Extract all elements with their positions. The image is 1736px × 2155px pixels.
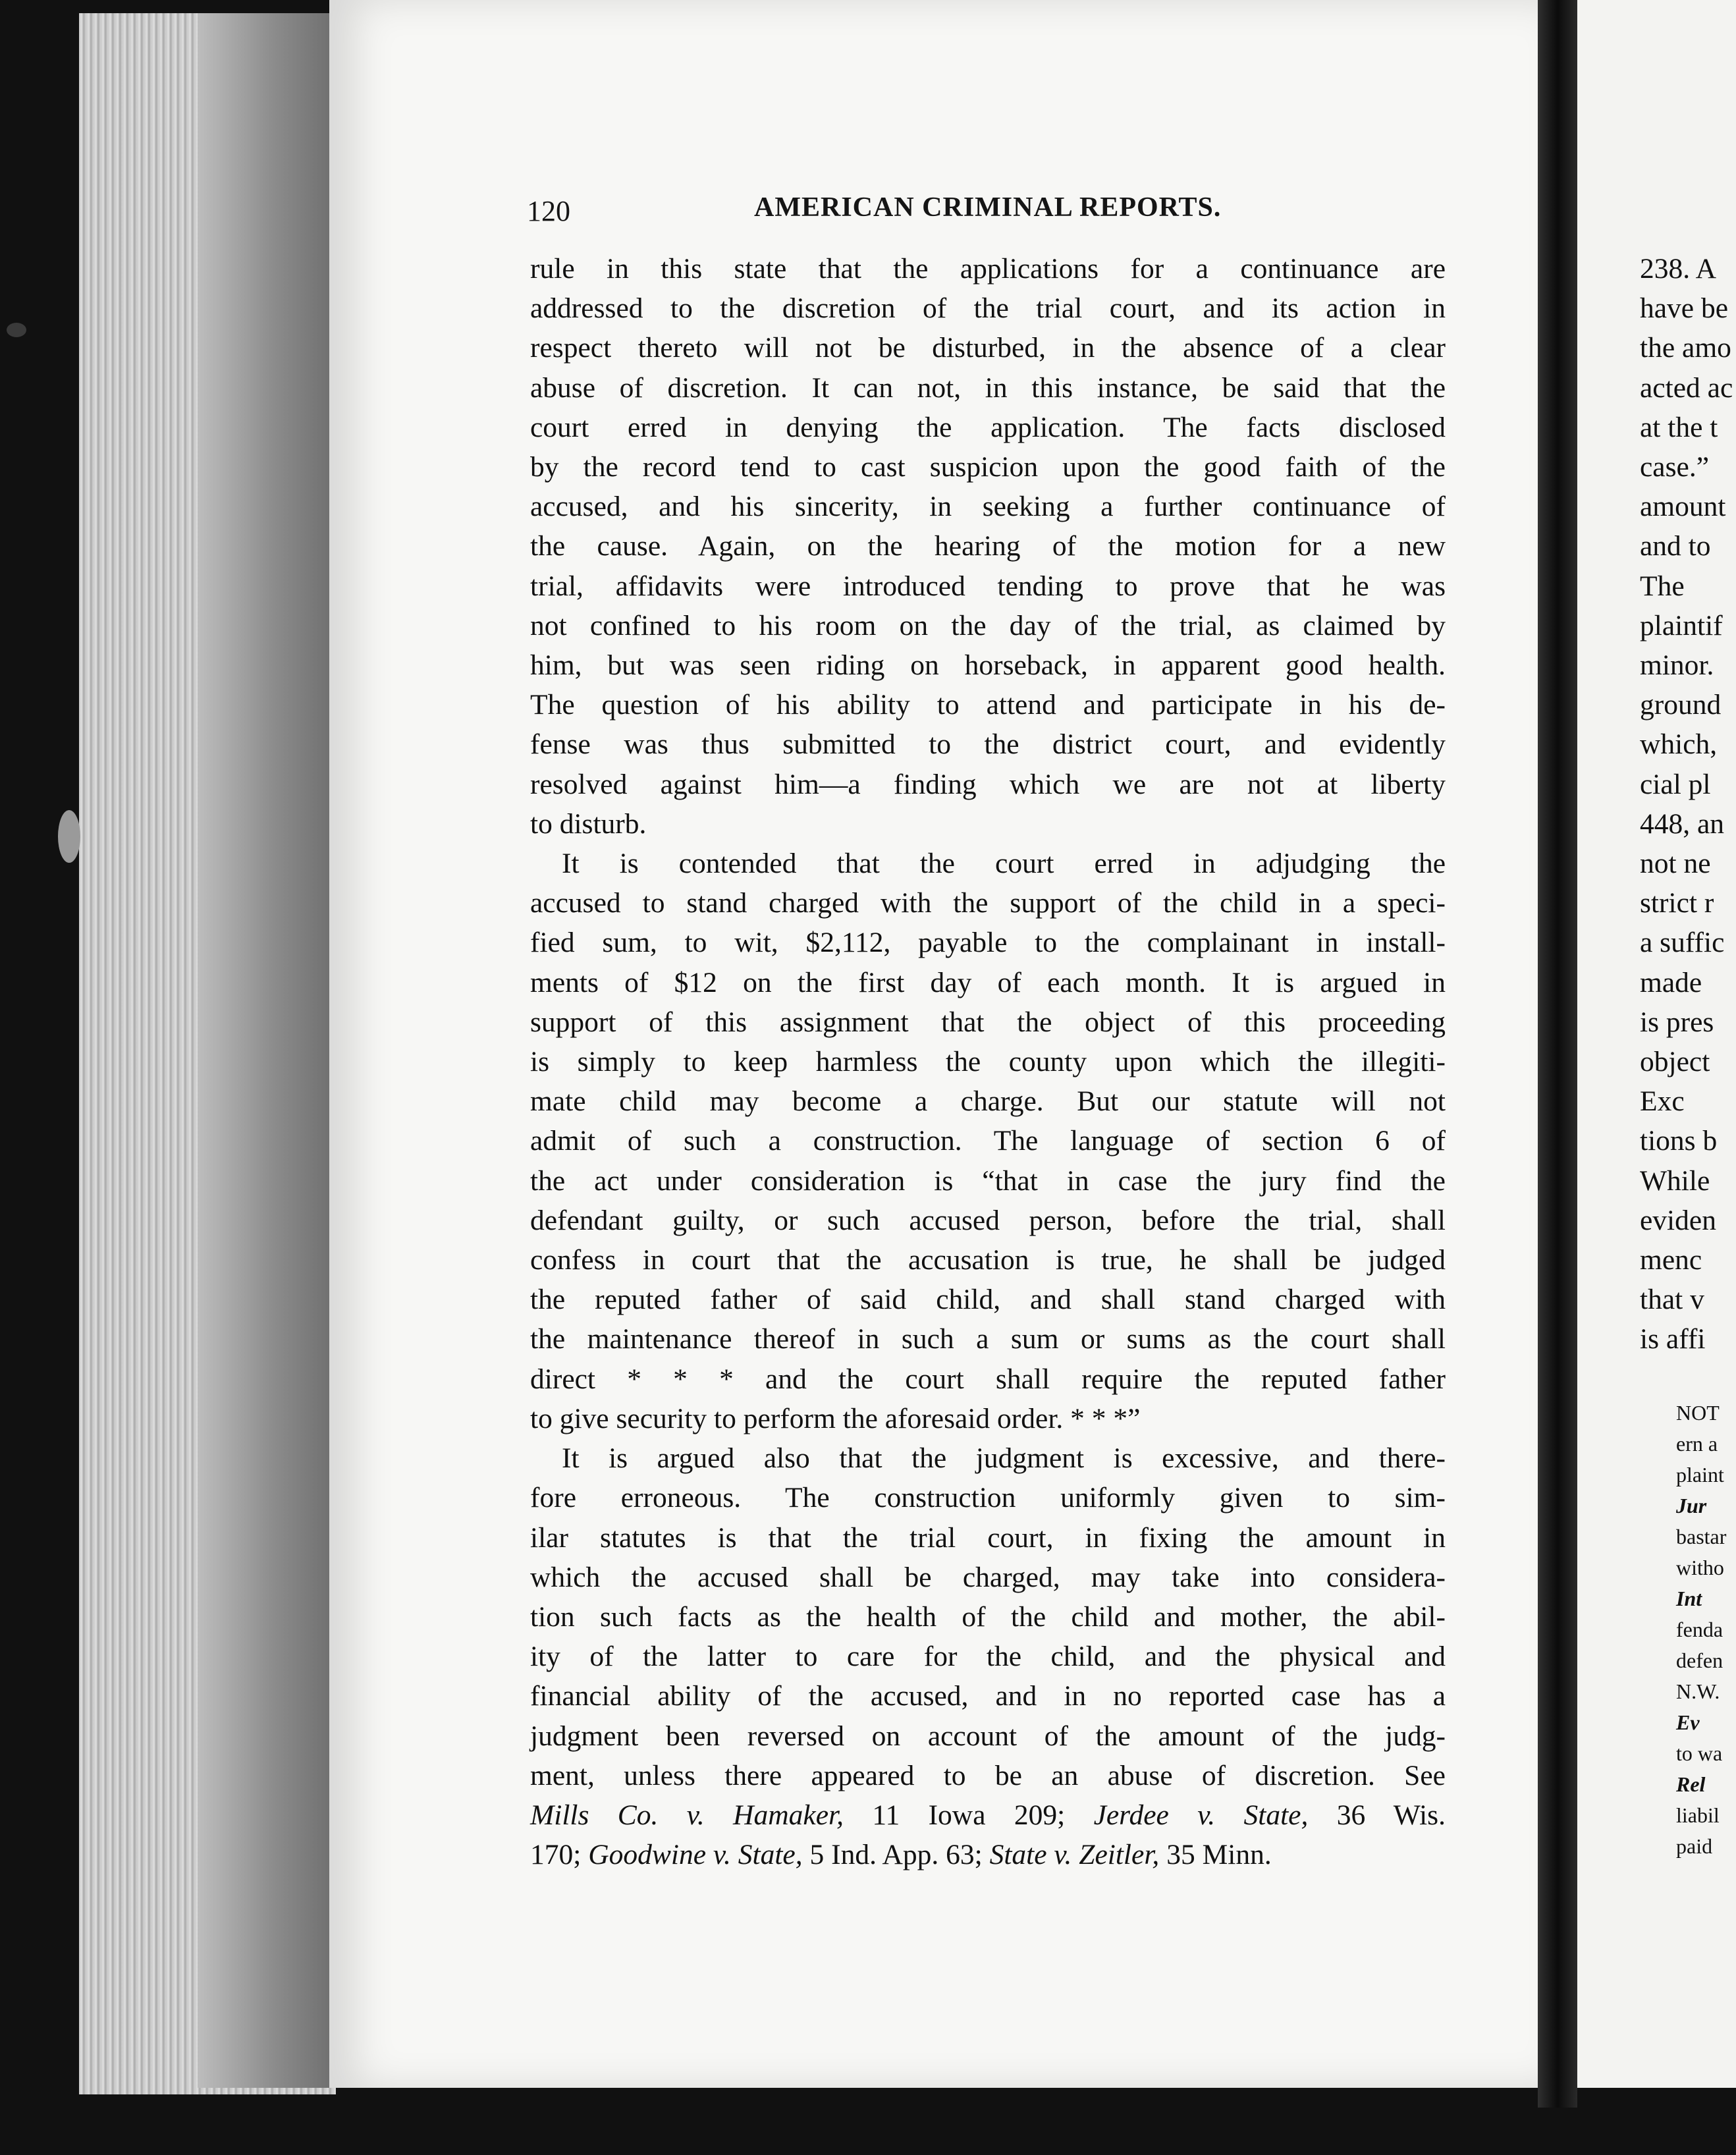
right-page-line: menc bbox=[1640, 1244, 1702, 1276]
right-page-line: 448, an bbox=[1640, 807, 1725, 840]
scan-speck bbox=[7, 323, 26, 337]
right-page-note-line: paid bbox=[1676, 1834, 1713, 1858]
right-page-note-line: Int bbox=[1676, 1587, 1702, 1610]
right-page-line: ground bbox=[1640, 689, 1722, 721]
scan-speck bbox=[58, 810, 80, 863]
right-page-line: amount bbox=[1640, 491, 1726, 523]
page-number: 120 bbox=[527, 195, 570, 227]
right-page-notes bbox=[1676, 1398, 1736, 1862]
right-page-line: which, bbox=[1640, 728, 1718, 761]
right-page-line: is pres bbox=[1640, 1006, 1714, 1038]
text-line: fore erroneous. The construction uniformly given to sim- bbox=[530, 1482, 1446, 1514]
right-page-line: the amo bbox=[1640, 332, 1731, 364]
right-page-line: made bbox=[1640, 966, 1702, 998]
right-page-line: at the t bbox=[1640, 411, 1718, 443]
gutter-shadow bbox=[198, 13, 336, 2088]
right-page-line: The bbox=[1640, 570, 1685, 602]
right-page-note-line: fenda bbox=[1676, 1618, 1723, 1641]
citation-reference: 5 Ind. App. 63; bbox=[802, 1839, 990, 1871]
right-page-note-line: liabil bbox=[1676, 1803, 1720, 1827]
right-page-line: have be bbox=[1640, 292, 1729, 325]
text-line: support of this assignment that the object of this proceeding bbox=[530, 1006, 1446, 1038]
text-line: accused, and his sincerity, in seeking a further continuance of bbox=[530, 491, 1446, 523]
right-page-note-line: Jur bbox=[1676, 1494, 1707, 1517]
text-line: direct * * * and the court shall require the reputed father bbox=[530, 1363, 1446, 1395]
citation-line bbox=[530, 1795, 1446, 1835]
right-page-line: strict r bbox=[1640, 887, 1714, 919]
text-line: ments of $12 on the first day of each month. It is argued in bbox=[530, 966, 1446, 998]
right-page-line: case.” bbox=[1640, 451, 1710, 483]
right-page-line: is affi bbox=[1640, 1323, 1706, 1355]
right-page-note-line: Rel bbox=[1676, 1772, 1706, 1796]
right-page-text bbox=[1640, 249, 1736, 1359]
right-page-line: 238. A bbox=[1640, 253, 1717, 285]
text-line: ity of the latter to care for the child, and the physical and bbox=[530, 1641, 1446, 1673]
text-line: to give security to perform the aforesaid order. * * *” bbox=[530, 1402, 1141, 1434]
text-line: the maintenance thereof in such a sum or sums as the court shall bbox=[530, 1323, 1446, 1355]
text-line: abuse of discretion. It can not, in this instance, be said that the bbox=[530, 371, 1446, 404]
case-citation: Goodwine v. State, bbox=[588, 1839, 803, 1871]
text-line: confess in court that the accusation is true, he shall be judged bbox=[530, 1244, 1446, 1276]
text-line: resolved against him—a finding which we are not at liberty bbox=[530, 768, 1446, 800]
text-line: him, but was seen riding on horseback, in apparent good health. bbox=[530, 649, 1446, 682]
right-page-line: plaintif bbox=[1640, 609, 1723, 641]
citation-reference: 170; bbox=[530, 1839, 589, 1871]
right-page-note-line: N.W. bbox=[1676, 1679, 1720, 1703]
page-header bbox=[527, 188, 1442, 234]
text-line: the cause. Again, on the hearing of the motion for a new bbox=[530, 530, 1446, 562]
text-line: admit of such a construction. The language of section 6 of bbox=[530, 1125, 1446, 1157]
right-page-line: acted ac bbox=[1640, 371, 1733, 404]
right-page-line: eviden bbox=[1640, 1204, 1716, 1236]
text-line: judgment been reversed on account of the amount of the judg- bbox=[530, 1720, 1446, 1752]
case-citation: Mills Co. v. Hamaker, bbox=[530, 1799, 844, 1831]
citation-reference: 35 Minn. bbox=[1159, 1839, 1272, 1871]
case-citation: Jerdee v. State, bbox=[1093, 1799, 1309, 1831]
text-line: by the record tend to cast suspicion upon the good faith of the bbox=[530, 451, 1446, 483]
text-line: tion such facts as the health of the child and mother, the abil- bbox=[530, 1600, 1446, 1633]
text-line: to disturb. bbox=[530, 807, 647, 840]
main-text-column bbox=[530, 249, 1446, 1874]
text-line: addressed to the discretion of the trial court, and its action in bbox=[530, 292, 1446, 325]
text-line: fied sum, to wit, $2,112, payable to the complainant in install- bbox=[530, 927, 1446, 959]
text-line: mate child may become a charge. But our statute will not bbox=[530, 1085, 1446, 1118]
text-line: which the accused shall be charged, may take into considera- bbox=[530, 1561, 1446, 1593]
text-line: rule in this state that the applications for a continuance are bbox=[530, 253, 1446, 285]
right-page-note-line: to wa bbox=[1676, 1741, 1723, 1765]
book-spine bbox=[1538, 0, 1577, 2108]
text-line: It is contended that the court erred in adjudging the bbox=[562, 848, 1446, 880]
text-line: is simply to keep harmless the county upon which the illegiti- bbox=[530, 1046, 1446, 1078]
text-line: trial, affidavits were introduced tending to prove that he was bbox=[530, 570, 1446, 602]
running-head: AMERICAN CRIMINAL REPORTS. bbox=[754, 192, 1222, 223]
text-line: the reputed father of said child, and shall stand charged with bbox=[530, 1284, 1446, 1316]
text-line: respect thereto will not be disturbed, in the absence of a clear bbox=[530, 332, 1446, 364]
right-page-line: tions b bbox=[1640, 1125, 1718, 1157]
right-page-line: not ne bbox=[1640, 848, 1711, 880]
right-page-line: minor. bbox=[1640, 649, 1714, 682]
text-line: It is argued also that the judgment is excessive, and there- bbox=[562, 1442, 1446, 1475]
right-page-line: cial pl bbox=[1640, 768, 1711, 800]
right-page-line: a suffic bbox=[1640, 927, 1725, 959]
text-line: ment, unless there appeared to be an abuse of discretion. See bbox=[530, 1759, 1446, 1791]
citation-line bbox=[530, 1835, 1446, 1874]
right-page-line: and to bbox=[1640, 530, 1711, 562]
text-line: not confined to his room on the day of the trial, as claimed by bbox=[530, 609, 1446, 641]
right-page-note-line: Ev bbox=[1676, 1710, 1700, 1734]
text-line: defendant guilty, or such accused person, before the trial, shall bbox=[530, 1204, 1446, 1236]
right-page-note-line: plaint bbox=[1676, 1463, 1724, 1487]
right-page-line: object bbox=[1640, 1046, 1710, 1078]
text-line: ilar statutes is that the trial court, in fixing the amount in bbox=[530, 1521, 1446, 1554]
text-line: fense was thus submitted to the district court, and evidently bbox=[530, 728, 1446, 761]
text-line: The question of his ability to attend and participate in his de- bbox=[530, 689, 1446, 721]
right-page-note-line: defen bbox=[1676, 1649, 1723, 1672]
text-line: accused to stand charged with the support of the child in a speci- bbox=[530, 887, 1446, 919]
right-page-note-line: witho bbox=[1676, 1556, 1724, 1579]
text-line: the act under consideration is “that in case the jury find the bbox=[530, 1164, 1446, 1197]
right-page-note-line: ern a bbox=[1676, 1432, 1718, 1456]
case-citation: State v. Zeitler, bbox=[989, 1839, 1160, 1871]
right-page-note-line: bastar bbox=[1676, 1525, 1727, 1548]
text-line: financial ability of the accused, and in no reported case has a bbox=[530, 1680, 1446, 1712]
right-page-note-line: NOT bbox=[1676, 1401, 1720, 1425]
text-line: court erred in denying the application. The facts disclosed bbox=[530, 411, 1446, 443]
citation-reference: 36 Wis. bbox=[1308, 1799, 1446, 1831]
right-page-line: While bbox=[1640, 1164, 1710, 1197]
right-page-line: that v bbox=[1640, 1284, 1704, 1316]
citation-reference: 11 Iowa 209; bbox=[843, 1799, 1094, 1831]
right-page-line: Exc bbox=[1640, 1085, 1685, 1118]
